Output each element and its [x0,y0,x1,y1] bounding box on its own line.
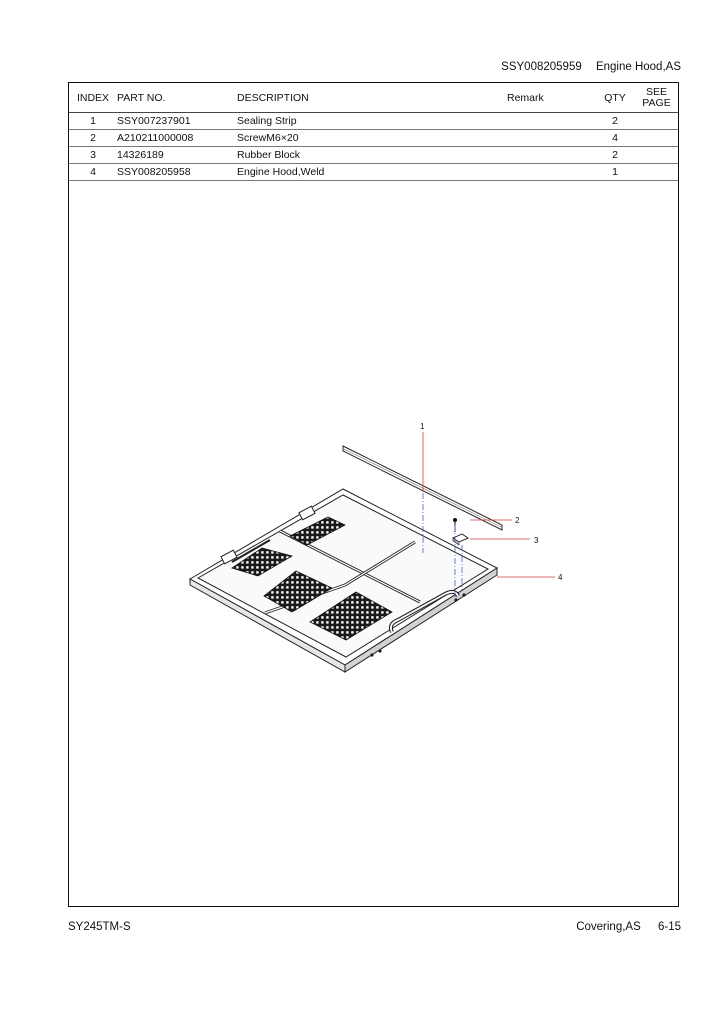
cell-part-no: A210211000008 [117,130,237,147]
column-header-remark: Remark [507,83,595,113]
cell-index: 2 [69,130,117,147]
cell-qty: 1 [595,164,635,181]
cell-qty: 2 [595,147,635,164]
document-number: SSY008205959 [501,61,582,73]
column-header-part-no: PART NO. [117,83,237,113]
cell-qty: 4 [595,130,635,147]
footer-section-page [576,921,681,933]
cell-description: ScrewM6×20 [237,130,507,147]
cell-description: Sealing Strip [237,113,507,130]
cell-description: Rubber Block [237,147,507,164]
see-page-line1: SEE [645,85,667,98]
callout-1: 1 [420,422,425,431]
engine-hood-part [190,489,497,672]
cell-index: 3 [69,147,117,164]
callout-2: 2 [515,516,520,525]
column-header-qty: QTY [595,83,635,113]
cell-part-no: SSY007237901 [117,113,237,130]
column-header-description: DESCRIPTION [237,83,507,113]
callout-3: 3 [534,536,539,545]
footer-page-number: 6-15 [657,921,681,933]
column-header-index: INDEX [69,83,117,113]
cell-index: 1 [69,113,117,130]
callout-4: 4 [558,573,563,582]
cell-part-no: SSY008205958 [117,164,237,181]
document-title: Engine Hood,AS [595,61,681,73]
cell-part-no: 14326189 [117,147,237,164]
cell-qty: 2 [595,113,635,130]
footer-model: SY245TM-S [68,921,131,933]
cell-description: Engine Hood,Weld [237,164,507,181]
cell-index: 4 [69,164,117,181]
see-page-line2: PAGE [642,96,671,109]
footer-section: Covering,AS [576,921,641,933]
